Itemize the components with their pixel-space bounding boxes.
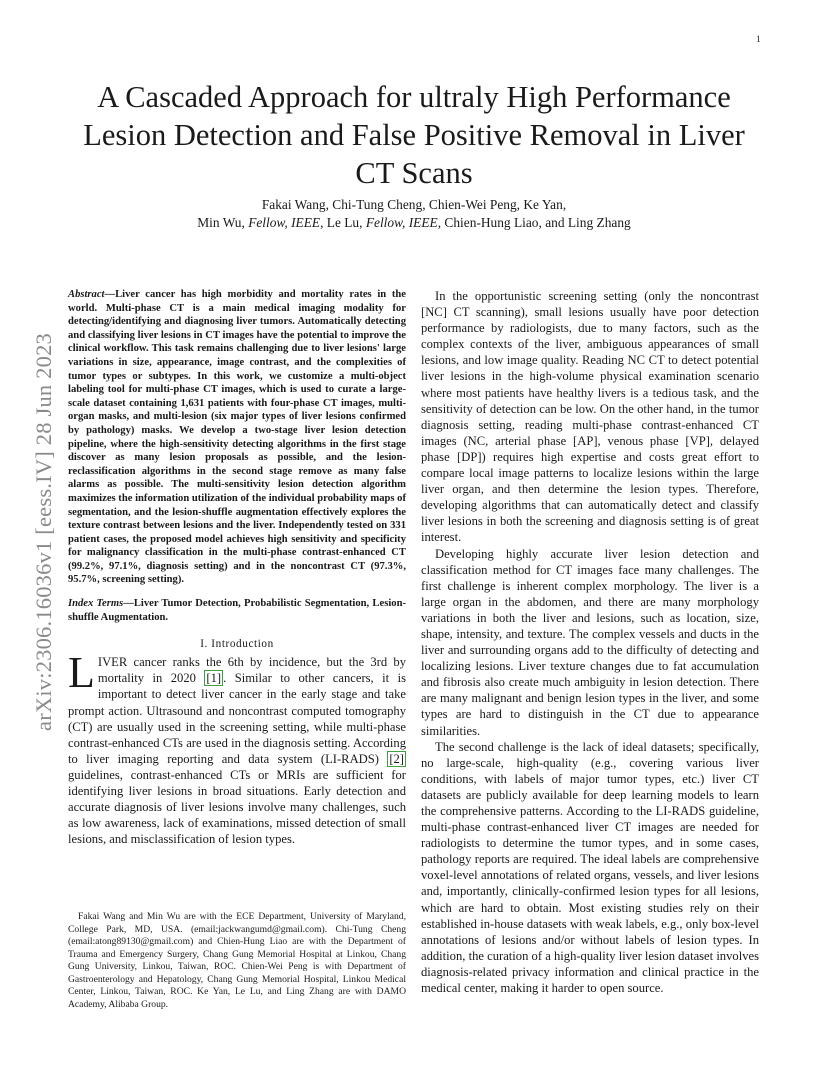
author-line-1: Fakai Wang, Chi-Tung Cheng, Chien-Wei Peng, Ke Yan, [261, 197, 567, 212]
fellow-title: Fellow, IEEE [365, 215, 438, 230]
right-column [421, 288, 759, 996]
body-paragraph: Developing highly accurate liver lesion detection and classification method for CT images face many challenges. The first challenge is inherent complex morphology. The liver is a large organ in the abdomen, and there are many morphology variations in both the liver and lesions, such as location, size, shape, intensity, and texture. The complex vessels and ducts in the liver and surrounding organs add to the difficulty of detecting and localizing lesions. Liver texture changes due to fat accumulation and fibrosis also create much ambiguity in lesion detection. There are many malignant and benign lesion types in the liver, and some types are hard to distinguish in the CT due to appearance similarities. [421, 546, 759, 738]
page-number: 1 [756, 34, 761, 44]
index-terms-text: —Liver Tumor Detection, Probabilistic Segmentation, Lesion-shuffle Augmentation. [68, 598, 406, 623]
arxiv-stamp [0, 0, 60, 1072]
section-heading: I. Introduction [200, 638, 274, 651]
citation-link[interactable]: [2] [389, 751, 404, 766]
left-column [68, 288, 406, 847]
arxiv-stamp-text: arXiv:2306.16036v1 [eess.IV] 28 Jun 2023 [31, 333, 56, 731]
abstract-text: —Liver cancer has high morbidity and mortality rates in the world. Multi-phase CT is a main medical imaging modality for detecting/identifying and diagnosing liver tumors. Automatically detecting and classifying liver lesions in CT images have the potential to improve the clinical workflow. This task remains challenging due to liver lesions' large variations in size, appearance, image contrast, and the complexities of tumor types or subtypes. In this work, we customize a multi-object labeling tool for multi-phase CT images, which is used to curate a large-scale dataset containing 1,631 patients with four-phase CT images, multi-organ masks, and multi-lesion (six major types of liver lesions confirmed by pathology) masks. We develop a two-stage liver lesion detection pipeline, where the high-sensitivity detecting algorithms in the first stage discover as many lesion proposals as possible, and the lesion-reclassification algorithms in the second stage remove as many false alarms as possible. The multi-sensitivity lesion detection algorithm maximizes the information utilization of the individual probability maps of segmentation, and the lesion-shuffle augmentation effectively explores the texture contrast between lesions and the liver. Independently tested on 331 patient cases, the proposed model achieves high sensitivity and specificity for malignancy classification in the multi-phase contrast-enhanced CT (99.2%, 97.1%, diagnosis setting) and in the noncontrast CT (97.3%, 95.7%, screening setting). [68, 289, 406, 586]
abstract-label: Abstract [68, 289, 105, 300]
abstract [68, 288, 406, 587]
intro-paragraph: LIVER cancer ranks the 6th by incidence, but the 3rd by mortality in 2020 [1] . Similar to other cancers, it is important to detect liver cancer in the early stage and take prompt action. Ultrasound and noncontrast computed tomography (CT) are usually used in the screening setting, while multi-phase contrast-enhanced CTs are used in the diagnosis setting. According to liver imaging reporting and data system (LI-RADS) [2] guidelines, contrast-enhanced CTs or MRIs are sufficient for identifying liver lesions in broad situations. Early detection and accurate diagnosis of liver lesions involve many challenges, such as low awareness, lack of examinations, missed detection of small lesions, and misclassification of lesion types. [68, 648, 406, 847]
index-terms-label: Index Terms [68, 598, 124, 610]
author-list [60, 196, 768, 232]
citation-link[interactable]: [1] [206, 671, 222, 686]
index-terms [68, 597, 406, 624]
drop-cap: L [68, 648, 95, 698]
fellow-title: Fellow, IEEE [248, 215, 321, 230]
paper-title: A Cascaded Approach for ultraly High Performance Lesion Detection and False Positive Removal in Liver CT Scans [83, 80, 745, 190]
body-paragraph: The second challenge is the lack of ideal datasets; specifically, no large-scale, high-quality (e.g., covering various liver conditions, with labels of major tumor types, etc.) liver CT datasets are publicly available for deep learning models to learn the comprehensive patterns. According to the LI-RADS guideline, multi-phase contrast-enhanced liver CT images are needed for radiologists to determine the tumor types, and in some cases, pathology reports are required. The ideal labels are comprehensive voxel-level annotations of related organs, vessels, and liver lesions and, importantly, clinically-confirmed lesion types for all lesions, which are hard to obtain. Most existing studies rely on their established in-house datasets with weak labels, e.g., only box-level annotations of lesions and/or without labels of lesion types. In addition, the curation of a high-quality liver lesion dataset involves diagnosis-related privacy information and clinical practice in the medical center, making it harder to open source. [421, 739, 759, 996]
body-paragraph: In the opportunistic screening setting (only the noncontrast [NC] CT scanning), small lesions usually have poor detection performance by radiologists, due to many factors, such as the complex contexts of the liver, ambiguous appearances of small lesions, and low image quality. Reading NC CT to detect potential liver lesions in the high-volume physical examination scenario where most patients have healthy livers is a tedious task, and the sensitivity of detection can be low. On the other hand, in the tumor diagnosis setting, reading multi-phase contrast-enhanced CT images (NC, arterial phase [AP], venous phase [VP], delayed phase [DP]) requires high expertise and costs great effort to compare local image patterns to localize lesions within the large liver organ, and then determine the lesion types. Therefore, developing algorithms that can automatically detect and classify liver lesions in both the screening and diagnosis setting is of great interest. [421, 289, 759, 545]
author-line-2: Min Wu, Fellow, IEEE, Le Lu, Fellow, IEEE, Chien-Hung Liao, and Ling Zhang [197, 215, 631, 230]
affiliation-footnote: Fakai Wang and Min Wu are with the ECE Department, University of Maryland, College Park, MD, USA. (email:jackwangumd@gmail.com). Chi-Tung Cheng (email:atong89130@gmail.com) and Chien-Hung Liao are with the Department of Trauma and Emergency Surgery, Chang Gung Memorial Hospital at Linkou, Chang Gung University, Linkou, Taiwan, ROC. Chien-Wei Peng is with Department of Gastroenterology and Hepatology, Chang Gung Memorial Hospital, Linkou Medical Center, Linkou, Taiwan, ROC. Ke Yan, Le Lu, and Ling Zhang are with DAMO Academy, Alibaba Group. [68, 911, 406, 1010]
